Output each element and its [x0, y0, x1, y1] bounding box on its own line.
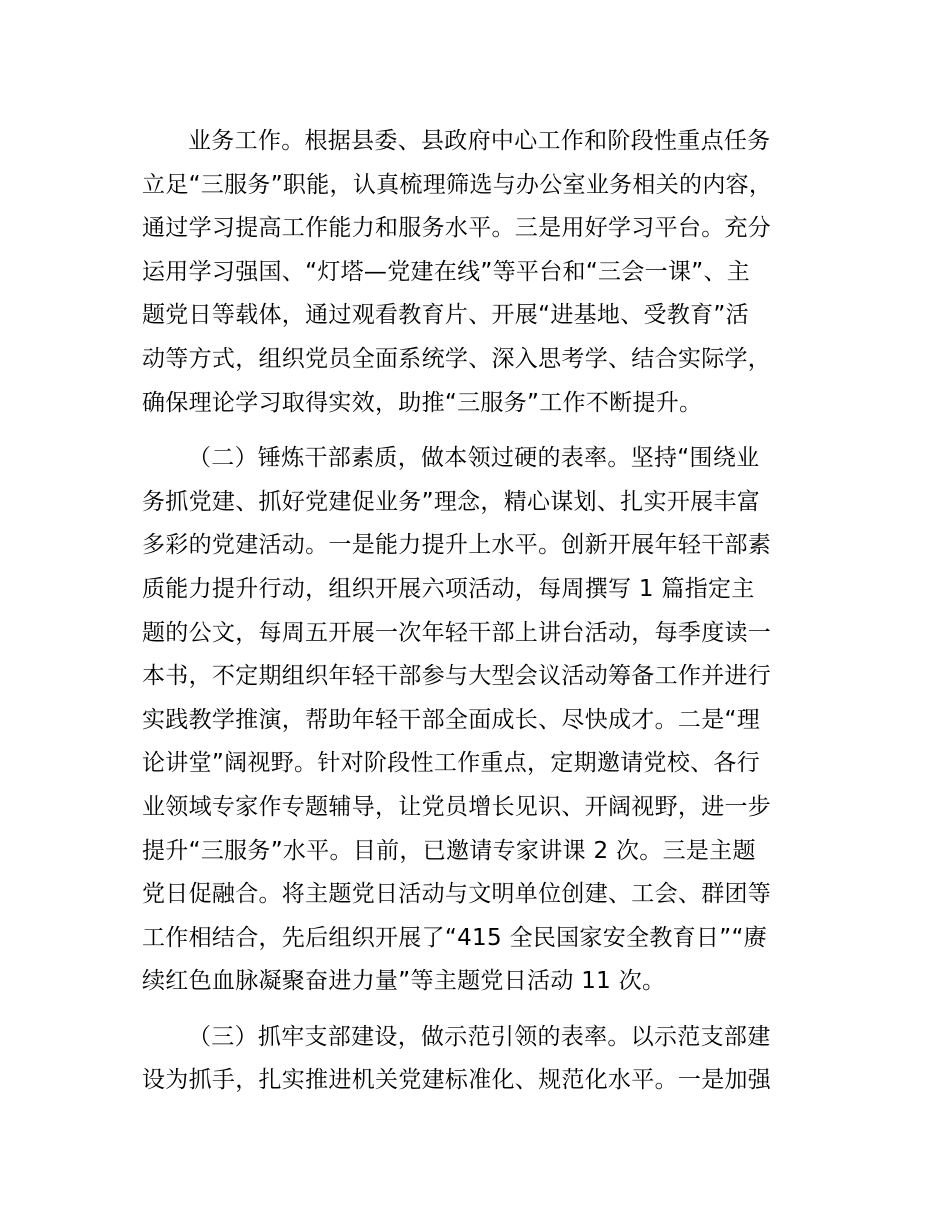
paragraph-2: [142, 437, 832, 1004]
text-line: 确保理论学习取得实效，助推“三服务”工作不断提升。: [142, 389, 703, 416]
text-line: 论讲堂”阔视野。针对阶段性工作重点，定期邀请党校、各行: [142, 750, 761, 777]
text-line: 续红色血脉凝聚奋进力量”等主题党日活动 11 次。: [142, 968, 666, 995]
text-line: 工作相结合，先后组织开展了“415 全民国家安全教育日”“赓: [142, 924, 767, 951]
text-line: 本书，不定期组织年轻干部参与大型会议活动筹备工作并进行: [142, 663, 772, 690]
text-line: 题党日等载体，通过观看教育片、开展“进基地、受教育”活: [142, 302, 749, 329]
text-line: 业务工作。根据县委、县政府中心工作和阶段性重点任务: [188, 128, 771, 154]
paragraph-spacer: [142, 425, 832, 437]
text-line: 设为抓手，扎实推进机关党建标准化、规范化水平。一是加强: [142, 1067, 772, 1094]
text-line: 多彩的党建活动。一是能力提升上水平。创新开展年轻干部素: [142, 532, 772, 559]
text-line: （二）锤炼干部素质，做本领过硬的表率。坚持“围绕业: [188, 445, 760, 472]
paragraph-spacer: [142, 1004, 832, 1016]
paragraph-1: [142, 120, 832, 425]
text-line: 动等方式，组织党员全面系统学、深入思考学、结合实际学，: [142, 345, 772, 372]
paragraph-3: [142, 1016, 832, 1103]
text-line: 通过学习提高工作能力和服务水平。三是用好学习平台。充分: [142, 215, 772, 242]
text-line: 党日促融合。将主题党日活动与文明单位创建、工会、群团等: [142, 881, 772, 908]
text-line: 质能力提升行动，组织开展六项活动，每周撰写 1 篇指定主: [142, 575, 755, 602]
text-line: 实践教学推演，帮助年轻干部全面成长、尽快成才。二是“理: [142, 706, 761, 733]
text-line: 立足“三服务”职能，认真梳理筛选与办公室业务相关的内容，: [142, 171, 773, 198]
text-line: 业领域专家作专题辅导，让党员增长见识、开阔视野，进一步: [142, 793, 772, 820]
text-line: 题的公文，每周五开展一次年轻干部上讲台活动，每季度读一: [142, 619, 772, 646]
text-line: （三）抓牢支部建设，做示范引领的表率。以示范支部建: [188, 1023, 771, 1050]
text-line: 提升“三服务”水平。目前，已邀请专家讲课 2 次。三是主题: [142, 837, 756, 864]
text-line: 务抓党建、抓好党建促业务”理念，精心谋划、扎实开展丰富: [142, 488, 761, 515]
text-line: 运用学习强国、“灯塔—党建在线”等平台和“三会一课”、主: [142, 258, 751, 285]
body-text: [142, 120, 832, 1103]
